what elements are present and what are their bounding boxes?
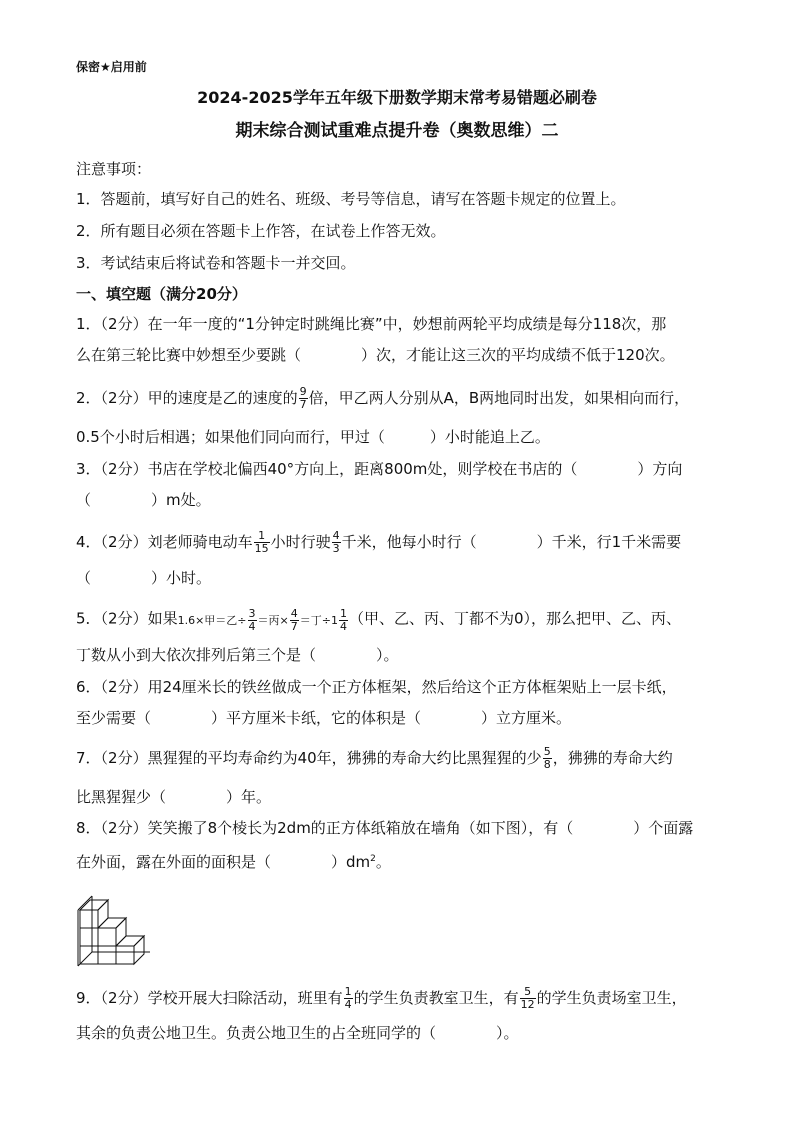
exam-title-line2: 期末综合测试重难点提升卷（奥数思维）二 [235, 121, 559, 141]
question-8-line-1: 8．（2分）笑笑搬了8个棱长为2dm的正方体纸箱放在墙角（如下图），有（ ）个面露 [76, 819, 694, 837]
fraction: $\frac{5}{12}$ [520, 985, 535, 1011]
fraction: $\frac{1}{15}$ [254, 529, 269, 555]
exam-title-line1: 2024-2025学年五年级下册数学期末常考易错题必刷卷 [197, 88, 597, 107]
question-4-line-1: 4．（2分）刘老师骑电动车 $\frac{1}{15}$ 小时行驶 $\frac{4}{3}$ 千米，他每小时行（ ）千米，行1千米需要 [76, 529, 682, 555]
question-4-line-2: （ ）小时。 [76, 569, 212, 587]
question-7-line-2: 比黑猩猩少（ ）年。 [76, 788, 272, 806]
question-3-line-2: （ ）m处。 [76, 491, 211, 509]
equation: 1.6×甲＝乙÷ $\frac{3}{4}$ ＝丙× $\frac{4}{7}$ ＝丁÷1 $\frac{1}{4}$ [177, 607, 347, 633]
question-9-line-2: 其余的负责公地卫生。负责公地卫生的占全班同学的（ ）。 [76, 1024, 519, 1042]
fraction: $\frac{5}{8}$ [543, 745, 551, 771]
question-7-line-1: 7．（2分）黑猩猩的平均寿命约为40年，狒狒的寿命大约比黑猩猩的少 $\frac{5}{8}$ ，狒狒的寿命大约 [76, 745, 673, 771]
question-2-line-2: 0.5个小时后相遇；如果他们同向而行，甲过（ ）小时能追上乙。 [76, 428, 550, 446]
notes-heading: 注意事项： [76, 160, 152, 178]
fraction: $\frac{4}{3}$ [332, 529, 340, 555]
question-1-line-1: 1．（2分）在一年一度的“1分钟定时跳绳比赛”中，妙想前两轮平均成绩是每分118次，那 [76, 315, 667, 333]
question-8-line-2: 在外面，露在外面的面积是（ ）$dm^2$。 [76, 853, 391, 871]
question-6-line-2: 至少需要（ ）平方厘米卡纸，它的体积是（ ）立方厘米。 [76, 709, 572, 727]
stacked-cubes-figure [72, 878, 156, 970]
note-item-2: 2．所有题目必须在答题卡上作答，在试卷上作答无效。 [76, 222, 446, 240]
question-5-line-2: 丁数从小到大依次排列后第三个是（ ）。 [76, 646, 399, 664]
question-5-line-1: 5．（2分）如果1.6×甲＝乙÷ $\frac{3}{4}$ ＝丙× $\frac{4}{7}$ ＝丁÷1 $\frac{1}{4}$ （甲、乙、丙、丁都不为0），那么把甲、乙、丙、 [76, 607, 682, 633]
confidential-label: 保密★启用前 [76, 60, 147, 74]
fraction: $\frac{9}{7}$ [299, 385, 307, 411]
section-heading: 一、填空题（满分20分） [76, 285, 247, 303]
question-3-line-1: 3．（2分）书店在学校北偏西40°方向上，距离800m处，则学校在书店的（ ）方向 [76, 460, 683, 478]
fraction: $\frac{1}{4}$ [344, 985, 352, 1011]
question-2-line-1: 2．（2分）甲的速度是乙的速度的 $\frac{9}{7}$ 倍，甲乙两人分别从A，B两地同时出发，如果相向而行， [76, 385, 690, 411]
note-item-3: 3．考试结束后将试卷和答题卡一并交回。 [76, 254, 356, 272]
question-1-line-2: 么在第三轮比赛中妙想至少要跳（ ）次，才能让这三次的平均成绩不低于120次。 [76, 346, 675, 364]
question-9-line-1: 9．（2分）学校开展大扫除活动，班里有 $\frac{1}{4}$ 的学生负责教室卫生，有 $\frac{5}{12}$ 的学生负责场室卫生， [76, 985, 687, 1011]
question-6-line-1: 6．（2分）用24厘米长的铁丝做成一个正方体框架，然后给这个正方体框架贴上一层卡纸， [76, 678, 677, 696]
note-item-1: 1．答题前，填写好自己的姓名、班级、考号等信息，请写在答题卡规定的位置上。 [76, 190, 626, 208]
